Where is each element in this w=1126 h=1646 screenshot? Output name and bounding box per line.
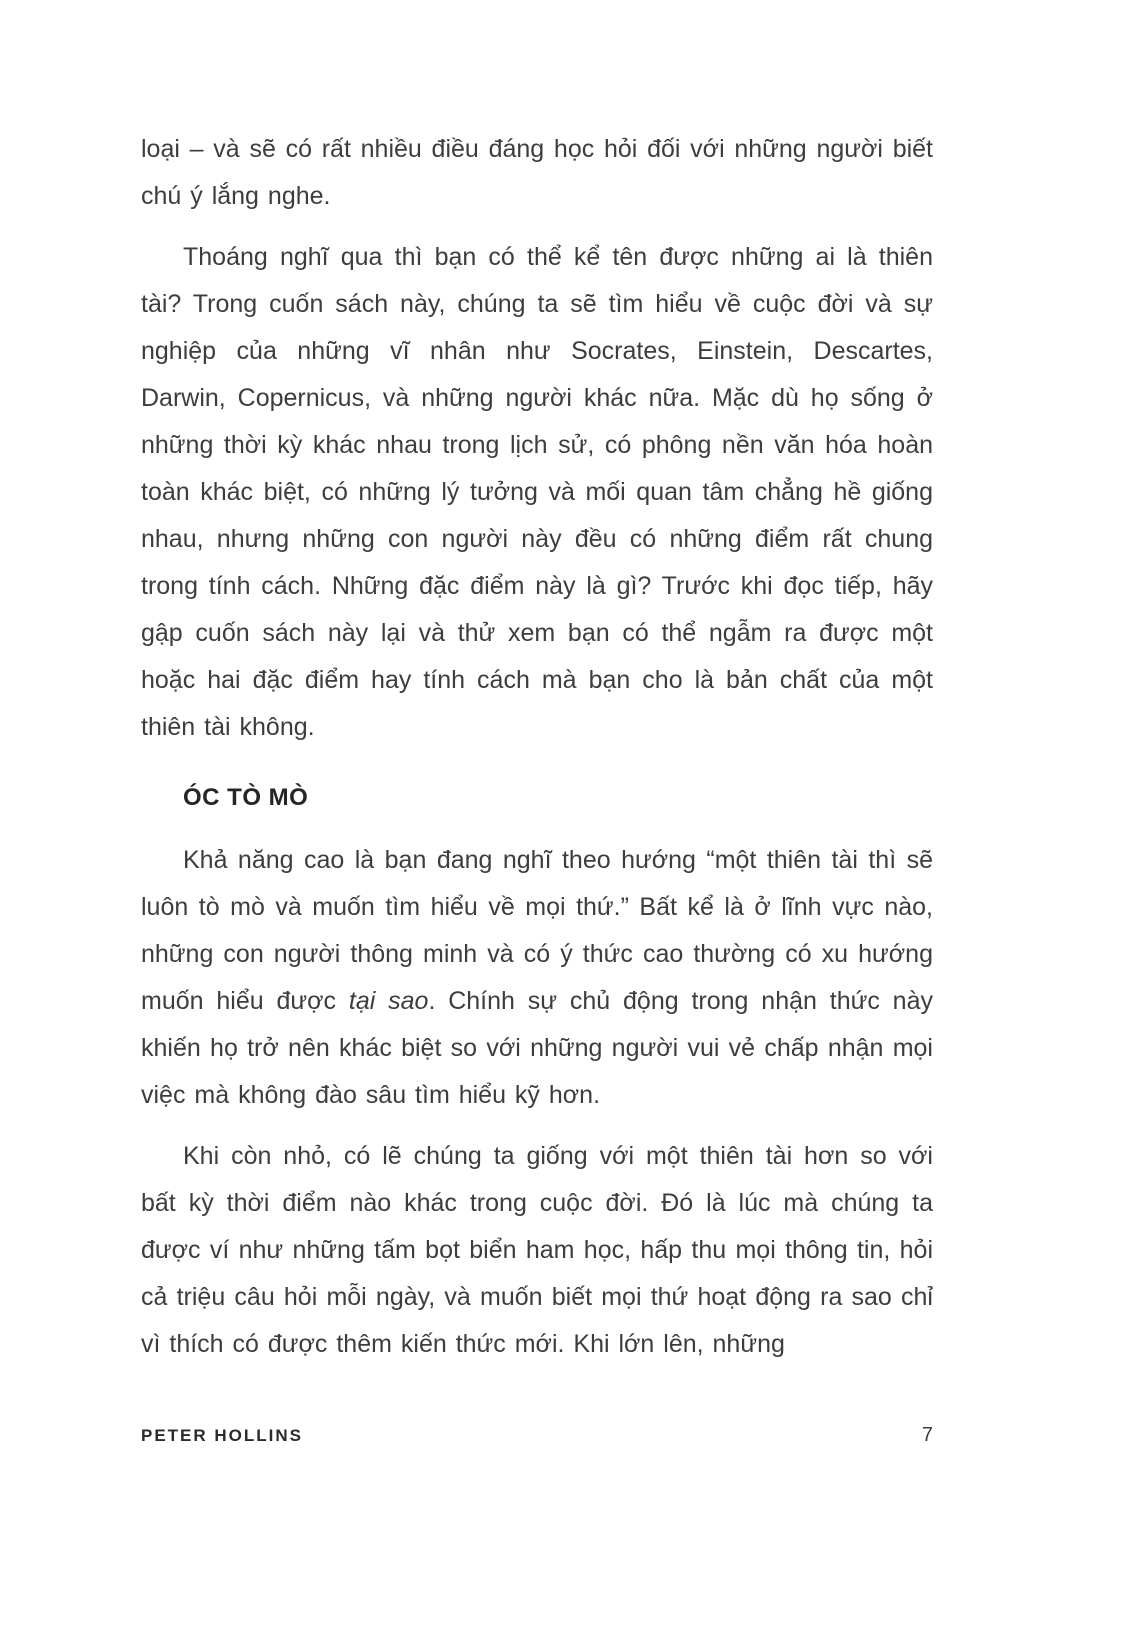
paragraph: Thoáng nghĩ qua thì bạn có thể kể tên được những ai là thiên tài? Trong cuốn sách này, chúng ta sẽ tìm hiểu về cuộc đời và sự nghiệp của những vĩ nhân như Socrates, Einstein, Descartes, Darwin, Copernicus, và những người khác nữa. Mặc dù họ sống ở những thời kỳ khác nhau trong lịch sử, có phông nền văn hóa hoàn toàn khác biệt, có những lý tưởng và mối quan tâm chẳng hề giống nhau, nhưng những con người này đều có những điểm rất chung trong tính cách. Những đặc điểm này là gì? Trước khi đọc tiếp, hãy gập cuốn sách này lại và thử xem bạn có thể ngẫm ra được một hoặc hai đặc điểm hay tính cách mà bạn cho là bản chất của một thiên tài không. <box>141 243 933 741</box>
paragraph: Khi còn nhỏ, có lẽ chúng ta giống với một thiên tài hơn so với bất kỳ thời điểm nào khác trong cuộc đời. Đó là lúc mà chúng ta được ví như những tấm bọt biển ham học, hấp thu mọi thông tin, hỏi cả triệu câu hỏi mỗi ngày, và muốn biết mọi thứ hoạt động ra sao chỉ vì thích có được thêm kiến thức mới. Khi lớn lên, những <box>141 1142 933 1358</box>
paragraph-text: . Chính sự chủ động trong nhận thức này khiến họ trở nên khác biệt so với những người vui vẻ chấp nhận mọi việc mà không đào sâu tìm hiểu kỹ hơn. <box>141 987 933 1109</box>
page-footer <box>141 1424 933 1447</box>
author-name: PETER HOLLINS <box>141 1426 304 1445</box>
paragraph <box>141 837 933 1119</box>
paragraph-text: Khả năng cao là bạn đang nghĩ theo hướng “một thiên tài thì sẽ luôn tò mò và muốn tìm hiểu về mọi thứ.” Bất kể là ở lĩnh vực nào, những con người thông minh và có ý thức cao thường có xu hướng muốn hiểu được <box>141 846 933 1015</box>
page-content <box>141 126 933 1382</box>
page-number: 7 <box>921 1424 933 1446</box>
paragraph: loại – và sẽ có rất nhiều điều đáng học hỏi đối với những người biết chú ý lắng nghe. <box>141 135 933 210</box>
section-heading: ÓC TÒ MÒ <box>183 784 309 811</box>
italic-phrase: tại sao <box>348 987 429 1015</box>
